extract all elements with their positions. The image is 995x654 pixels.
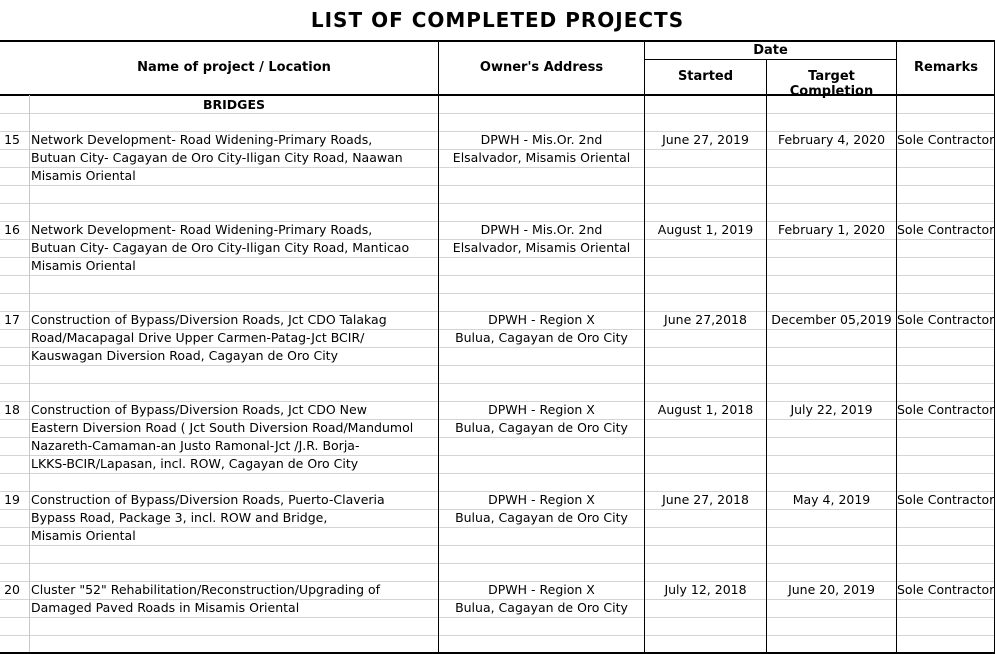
- owner-address-line: Elsalvador, Misamis Oriental: [452, 240, 631, 255]
- owner-address-line: DPWH - Region X: [488, 492, 595, 507]
- row-line: [0, 293, 995, 294]
- header-target: Target Completion: [789, 69, 874, 99]
- header-date: Date: [753, 43, 788, 58]
- project-name-line: Construction of Bypass/Diversion Roads, Puerto-Claveria: [31, 492, 385, 507]
- owner-address-line: DPWH - Mis.Or. 2nd: [480, 132, 603, 147]
- row-line: [0, 563, 995, 564]
- row-line: [0, 167, 995, 168]
- project-name-line: Misamis Oriental: [31, 528, 136, 543]
- started-date: June 27,2018: [664, 312, 747, 327]
- row-line: [0, 203, 995, 204]
- project-name-line: Eastern Diversion Road ( Jct South Diversion Road/Mandumol: [31, 420, 414, 435]
- project-name-line: Kauswagan Diversion Road, Cagayan de Oro City: [31, 348, 338, 363]
- project-name-line: Nazareth-Camaman-an Justo Ramonal-Jct /J.R. Borja-: [31, 438, 360, 453]
- row-line: [0, 473, 995, 474]
- target-date: May 4, 2019: [792, 492, 871, 507]
- row-line: [0, 527, 995, 528]
- project-name-line: Misamis Oriental: [31, 258, 136, 273]
- project-name-line: Bypass Road, Package 3, incl. ROW and Bridge,: [31, 510, 328, 525]
- project-name-line: LKKS-BCIR/Lapasan, incl. ROW, Cagayan de Oro City: [31, 456, 359, 471]
- project-name-line: Road/Macapagal Drive Upper Carmen-Patag-Jct BCIR/: [31, 330, 365, 345]
- owner-address-line: DPWH - Mis.Or. 2nd: [480, 222, 603, 237]
- row-number: 15: [4, 132, 20, 147]
- started-date: August 1, 2018: [657, 402, 754, 417]
- row-line: [0, 617, 995, 618]
- row-line: [0, 185, 995, 186]
- remarks: Sole Contractor: [897, 312, 995, 327]
- project-name-line: Network Development- Road Widening-Primary Roads,: [31, 222, 373, 237]
- date-sub-border: [645, 59, 896, 60]
- header-name: Name of project / Location: [137, 60, 331, 75]
- header-started: Started: [677, 69, 734, 84]
- col-line-no: [29, 95, 30, 652]
- project-name-line: Construction of Bypass/Diversion Roads, Jct CDO Talakag: [31, 312, 387, 327]
- header-owner: Owner's Address: [479, 60, 604, 75]
- project-name-line: Misamis Oriental: [31, 168, 136, 183]
- started-date: August 1, 2019: [657, 222, 754, 237]
- header-top-border: [0, 40, 995, 42]
- project-name-line: Damaged Paved Roads in Misamis Oriental: [31, 600, 300, 615]
- target-date: June 20, 2019: [788, 582, 875, 597]
- target-date: February 1, 2020: [777, 222, 886, 237]
- project-name-line: Cluster "52" Rehabilitation/Reconstruction/Upgrading of: [31, 582, 381, 597]
- row-number: 19: [4, 492, 20, 507]
- row-line: [0, 545, 995, 546]
- row-number: 16: [4, 222, 20, 237]
- owner-address-line: DPWH - Region X: [488, 582, 595, 597]
- remarks: Sole Contractor: [897, 492, 995, 507]
- started-date: June 27, 2018: [662, 492, 749, 507]
- row-number: 17: [4, 312, 20, 327]
- remarks: Sole Contractor: [897, 222, 995, 237]
- owner-address-line: Bulua, Cagayan de Oro City: [455, 420, 628, 435]
- remarks: Sole Contractor: [897, 402, 995, 417]
- row-line: [0, 635, 995, 636]
- remarks: Sole Contractor: [897, 582, 995, 597]
- remarks: Sole Contractor: [897, 132, 995, 147]
- owner-address-line: Bulua, Cagayan de Oro City: [455, 510, 628, 525]
- owner-address-line: DPWH - Region X: [488, 402, 595, 417]
- row-line: [0, 275, 995, 276]
- started-date: July 12, 2018: [664, 582, 747, 597]
- target-date: July 22, 2019: [790, 402, 873, 417]
- row-line: [0, 365, 995, 366]
- page-title: LIST OF COMPLETED PROJECTS: [310, 8, 685, 32]
- target-date: December 05,2019: [771, 312, 892, 327]
- row-number: 18: [4, 402, 20, 417]
- project-name-line: Butuan City- Cagayan de Oro City-Iligan City Road, Manticao: [31, 240, 410, 255]
- project-name-line: Network Development- Road Widening-Primary Roads,: [31, 132, 373, 147]
- target-date: February 4, 2020: [777, 132, 886, 147]
- project-name-line: Butuan City- Cagayan de Oro City-Iligan City Road, Naawan: [31, 150, 403, 165]
- owner-address-line: DPWH - Region X: [488, 312, 595, 327]
- owner-address-line: Elsalvador, Misamis Oriental: [452, 150, 631, 165]
- row-number: 20: [4, 582, 20, 597]
- project-name-line: Construction of Bypass/Diversion Roads, Jct CDO New: [31, 402, 367, 417]
- row-line: [0, 383, 995, 384]
- owner-address-line: Bulua, Cagayan de Oro City: [455, 600, 628, 615]
- row-line: [0, 257, 995, 258]
- started-date: June 27, 2019: [662, 132, 749, 147]
- owner-address-line: Bulua, Cagayan de Oro City: [455, 330, 628, 345]
- section-label: BRIDGES: [203, 97, 265, 112]
- header-remarks: Remarks: [914, 60, 978, 75]
